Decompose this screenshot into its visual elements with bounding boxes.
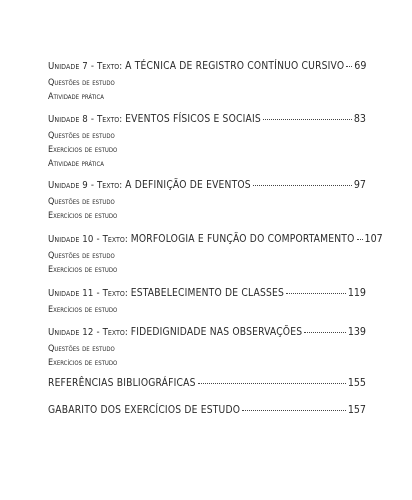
separator: - <box>96 288 100 299</box>
toc-entry-unit-9 <box>48 179 366 223</box>
texto-label: Texto: <box>102 234 128 245</box>
texto-label: Texto: <box>97 180 123 191</box>
page-number: 157 <box>347 404 366 416</box>
dot-leader <box>304 332 346 333</box>
texto-label: Texto: <box>102 327 128 338</box>
subitem: Atividade prática <box>48 92 104 102</box>
subitem: Questões de estudo <box>48 251 115 261</box>
page-number: 107 <box>364 233 383 245</box>
toc-heading <box>48 404 366 420</box>
separator: - <box>96 234 100 245</box>
subitem: Questões de estudo <box>48 131 115 141</box>
toc-entry-references <box>48 377 366 393</box>
subitem: Exercícios de estudo <box>48 358 118 368</box>
texto-label: Texto: <box>97 61 123 72</box>
dot-leader <box>263 119 352 120</box>
subitem: Exercícios de estudo <box>48 265 118 275</box>
subitem: Questões de estudo <box>48 78 115 88</box>
page-number: 155 <box>347 377 366 389</box>
toc-entry-unit-7 <box>48 60 366 104</box>
subitem: Questões de estudo <box>48 197 115 207</box>
toc-heading <box>48 113 366 129</box>
unit-label: Unidade 11 <box>48 288 94 299</box>
chapter-title: ESTABELECIMENTO DE CLASSES <box>130 288 284 299</box>
separator: - <box>90 61 95 72</box>
unit-label: Unidade 7 <box>48 61 88 72</box>
page-number: 83 <box>353 113 366 125</box>
chapter-title: A TÉCNICA DE REGISTRO CONTÍNUO CURSIVO <box>125 61 345 72</box>
toc-entry-unit-10 <box>48 233 383 277</box>
dot-leader <box>357 239 363 240</box>
page-number: 139 <box>347 326 366 338</box>
texto-label: Texto: <box>97 114 123 125</box>
subitem: Questões de estudo <box>48 344 115 354</box>
toc-heading <box>48 60 366 76</box>
separator: - <box>90 180 95 191</box>
toc-entry-unit-8 <box>48 113 366 171</box>
unit-label: Unidade 12 <box>48 327 94 338</box>
section-title: REFERÊNCIAS BIBLIOGRÁFICAS <box>48 378 196 389</box>
toc-heading <box>48 287 366 303</box>
toc-entry-answer-key <box>48 404 366 420</box>
section-title: GABARITO DOS EXERCÍCIOS DE ESTUDO <box>48 405 241 416</box>
unit-label: Unidade 10 <box>48 234 94 245</box>
unit-label: Unidade 9 <box>48 180 88 191</box>
subitem: Exercícios de estudo <box>48 305 118 315</box>
unit-label: Unidade 8 <box>48 114 88 125</box>
dot-leader <box>242 410 346 411</box>
toc-heading <box>48 179 366 195</box>
texto-label: Texto: <box>102 288 128 299</box>
page-number: 69 <box>354 60 367 72</box>
page-number: 119 <box>347 287 366 299</box>
dot-leader <box>253 185 352 186</box>
separator: - <box>90 114 95 125</box>
toc-entry-unit-12 <box>48 326 366 370</box>
chapter-title: EVENTOS FÍSICOS E SOCIAIS <box>125 114 261 125</box>
chapter-title: FIDEDIGNIDADE NAS OBSERVAÇÕES <box>130 327 303 338</box>
chapter-title: A DEFINIÇÃO DE EVENTOS <box>125 180 251 191</box>
dot-leader <box>198 383 346 384</box>
page-number: 97 <box>353 179 366 191</box>
toc-heading <box>48 233 383 249</box>
subitem: Atividade prática <box>48 159 104 169</box>
subitem: Exercícios de estudo <box>48 145 118 155</box>
dot-leader <box>286 293 346 294</box>
subitem: Exercícios de estudo <box>48 211 118 221</box>
toc-heading <box>48 326 366 342</box>
chapter-title: MORFOLOGIA E FUNÇÃO DO COMPORTAMENTO <box>130 234 355 245</box>
separator: - <box>96 327 100 338</box>
dot-leader <box>346 66 352 67</box>
toc-entry-unit-11 <box>48 287 366 317</box>
toc-heading <box>48 377 366 393</box>
